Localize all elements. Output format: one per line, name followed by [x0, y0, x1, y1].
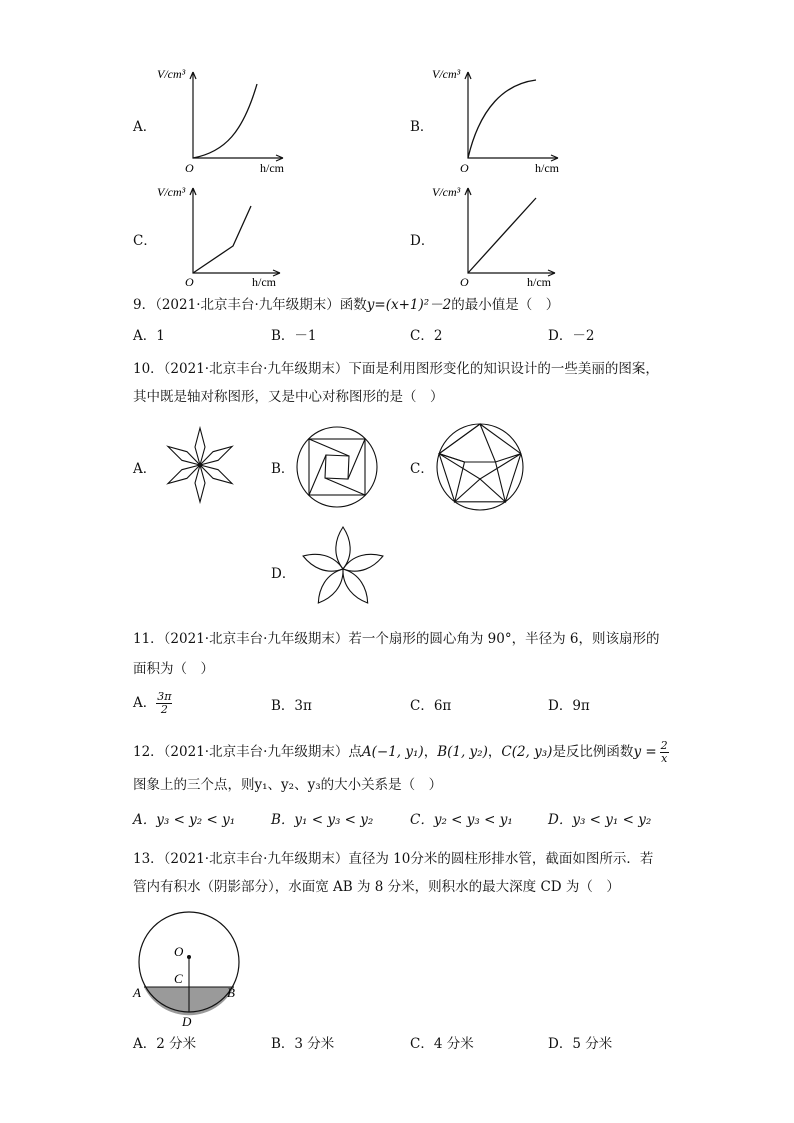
q12-option-b: B．y₁ < y₃ < y₂: [271, 812, 374, 828]
graph-d: [430, 180, 580, 295]
q13-option-a: A．2 分米: [133, 1036, 197, 1052]
graph-d-x-label: h/cm: [527, 275, 551, 289]
graph-a-origin: O: [185, 161, 194, 175]
graph-a-curve: [193, 84, 257, 158]
q10-option-d-label: D．: [271, 566, 296, 582]
question-11-line1: 11．（2021·北京丰台·九年级期末）若一个扇形的圆心角为 90°，半径为 6，则该扇形的: [133, 631, 660, 647]
q10-option-a-label: A．: [133, 461, 157, 477]
q11-option-d: D．9π: [548, 698, 590, 714]
graph-d-origin: O: [460, 275, 469, 289]
question-12-func-lhs: y =: [633, 744, 657, 760]
question-9-prefix: 9．（2021·北京丰台·九年级期末）函数: [133, 297, 367, 313]
q13-option-b: B．3 分米: [271, 1036, 335, 1052]
graph-b-curve: [468, 80, 536, 158]
graph-d-y-label: V/cm³: [432, 185, 461, 199]
question-12-line2: 图象上的三个点，则y₁、y₂、y₃的大小关系是（ ）: [133, 777, 443, 793]
q11-option-a-denominator: 2: [160, 703, 168, 716]
graph-d-option-label: D．: [410, 233, 435, 249]
q11-option-a: [133, 691, 172, 716]
q12-option-a: A．y₃ < y₂ < y₁: [133, 812, 236, 828]
graph-b: [430, 62, 580, 182]
q11-option-a-numerator: 3π: [157, 690, 172, 703]
q9-option-c: C．2: [410, 328, 443, 344]
graph-b-x-label: h/cm: [535, 161, 559, 175]
graph-d-line: [468, 198, 536, 273]
q13-pipe-cross-section: [125, 905, 255, 1030]
question-13-line1: 13．（2021·北京丰台·九年级期末）直径为 10分米的圆柱形排水管，截面如图所示．若: [133, 851, 654, 867]
q9-option-d: D．－2: [548, 328, 595, 344]
question-12-point-c: C(2, y₃): [501, 744, 553, 760]
q13-label-o: O: [174, 944, 184, 959]
q13-label-d: D: [182, 1014, 192, 1029]
q10-option-b-label: B．: [271, 461, 295, 477]
graph-b-option-label: B．: [410, 119, 434, 135]
question-13-line2: 管内有积水（阴影部分），水面宽 AB 为 8 分米，则积水的最大深度 CD 为（ ）: [133, 879, 620, 895]
q11-option-b: B．3π: [271, 698, 312, 714]
question-12-func-fraction: [660, 740, 669, 765]
question-12-mid: 是反比例函数: [552, 744, 634, 760]
graph-c: [155, 180, 305, 295]
q10-figure-c-pentagon-star: [436, 423, 524, 511]
graph-b-origin: O: [460, 161, 469, 175]
q11-option-a-fraction: [156, 691, 172, 716]
q10-option-c-label: C．: [410, 461, 434, 477]
q13-option-c: C．4 分米: [410, 1036, 474, 1052]
graph-c-line: [193, 206, 251, 273]
question-12-func-denominator: x: [661, 752, 668, 765]
graph-a-y-label: V/cm³: [157, 67, 186, 81]
q9-option-a: A．1: [133, 328, 165, 344]
question-12-point-b: B(1, y₂): [437, 744, 488, 760]
question-9-formula: y=(x+1)²－2: [366, 297, 452, 313]
graph-c-origin: O: [185, 275, 194, 289]
question-12-prefix: 12．（2021·北京丰台·九年级期末）点: [133, 744, 362, 760]
question-12-point-a: A(−1, y₁): [361, 744, 424, 760]
question-11-line2: 面积为（ ）: [133, 661, 214, 677]
question-9-suffix: 的最小值是（ ）: [451, 297, 560, 313]
q11-option-c: C．6π: [410, 698, 452, 714]
q9-option-b: B．－1: [271, 328, 317, 344]
graph-c-option-label: C．: [133, 233, 157, 249]
q13-label-a: A: [133, 985, 141, 1000]
question-12-func-numerator: 2: [660, 739, 668, 752]
q10-figure-d-five-petal-flower: [302, 525, 384, 610]
graph-a: [155, 62, 305, 182]
graph-c-x-label: h/cm: [252, 275, 276, 289]
q12-option-c: C．y₂ < y₃ < y₁: [410, 812, 513, 828]
q10-figure-b-square-pinwheel: [296, 426, 378, 508]
graph-b-y-label: V/cm³: [432, 67, 461, 81]
graph-c-y-label: V/cm³: [157, 185, 186, 199]
q13-label-c: C: [174, 971, 183, 986]
graph-a-option-label: A．: [133, 119, 157, 135]
q12-option-d: D．y₃ < y₁ < y₂: [548, 812, 652, 828]
graph-a-x-label: h/cm: [260, 161, 284, 175]
question-10-line1: 10．（2021·北京丰台·九年级期末）下面是利用图形变化的知识设计的一些美丽的图案，: [133, 361, 659, 377]
question-9: [133, 296, 559, 314]
q13-label-b: B: [227, 985, 235, 1000]
question-12-line1: 12．（2021·北京丰台·九年级期末）点A(−1, y₁)，B(1, y₂)，C(2, y₃)是反比例函数y = $\frac{2}{x}$: [133, 739, 668, 765]
q11-option-a-prefix: A．: [133, 695, 157, 711]
q13-option-d: D．5 分米: [548, 1036, 613, 1052]
q10-figure-a-six-point-star: [160, 425, 240, 505]
question-10-line2: 其中既是轴对称图形，又是中心对称图形的是（ ）: [133, 389, 444, 405]
